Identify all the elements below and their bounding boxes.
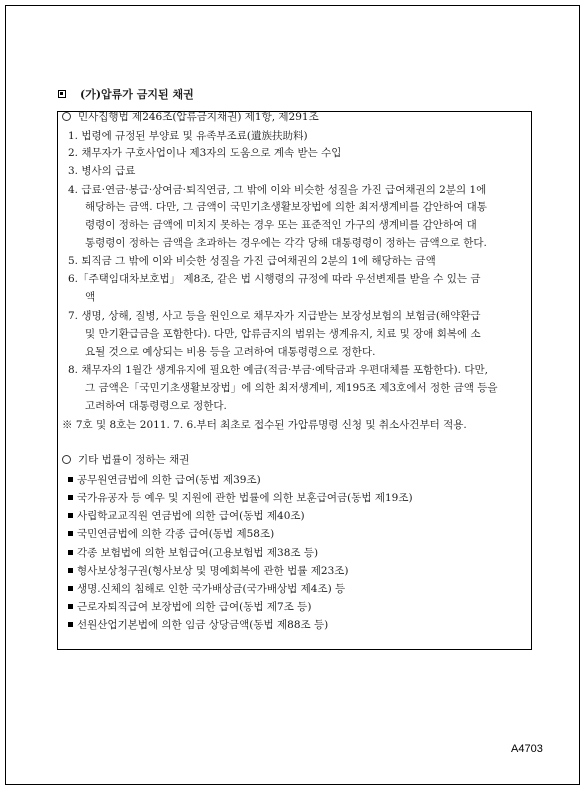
block1-item: 2. 채무자가 구호사업이나 제3자의 도움으로 계속 받는 수입 [68,147,342,159]
block1-item: 6.「주택임대차보호법」 제8조, 같은 법 시행령의 규정에 따라 우선변제를 받을 수 있는 금 [68,273,481,285]
block1-item: 7. 생명, 상해, 질병, 사고 등을 원인으로 채무자가 지급받는 보장성보험의 보험금(해약환급 [68,310,481,322]
block1-item: 8. 채무자의 1월간 생계유지에 필요한 예금(적금·부금·예탁금과 우편대체를 포함한다). 다만, [68,364,488,376]
section-heading-text: (가)압류가 금지된 채권 [80,88,194,101]
block1-item: 5. 퇴직금 그 밖에 이와 비슷한 성질을 가진 급여채권의 2분의 1에 해당하는 금액 [68,255,436,267]
page-code: A4703 [511,743,543,755]
block1-item-continuation: 령령이 정하는 금액에 미치지 못하는 경우 또는 표준적인 가구의 생계비를 감안하여 대 [85,219,477,231]
block2-item-text: 각종 보험법에 의한 보험급여(고용보험법 제38조 등) [77,547,319,559]
square-bullet-icon [68,604,73,609]
block1-item: 1. 법령에 규정된 부양료 및 유족부조료(遺族扶助料) [68,130,308,142]
block2-item [68,473,261,487]
block1-title-text: 민사집행법 제246조(압류금지채권) 제1항, 제291조 [78,111,319,123]
block2-item [68,509,305,523]
square-bullet-icon [68,622,73,627]
square-bullet-icon [58,90,66,98]
block2-title-text: 기타 법률이 정하는 채권 [78,454,190,466]
block2-item-text: 국가유공자 등 예우 및 지원에 관한 법률에 의한 보훈급여금(동법 제19조) [77,492,413,504]
square-bullet-icon [68,568,73,573]
block1-item-continuation: 고려하여 대통령령으로 정한다. [85,400,227,412]
block1-item-continuation: 그 금액은「국민기초생활보장법」에 의한 최저생계비, 제195조 제3호에서 정한 금액 등을 [85,382,498,394]
block1-item: 4. 급료·연금·봉급·상여금·퇴직연금, 그 밖에 이와 비슷한 성질을 가진 급여채권의 2분의 1에 [68,184,487,196]
square-bullet-icon [68,586,73,591]
block2-item [68,527,274,541]
square-bullet-icon [68,550,73,555]
block2-item-text: 근로자퇴직급여 보장법에 의한 급여(동법 제7조 등) [77,601,312,613]
square-bullet-icon [68,495,73,500]
square-bullet-icon [68,477,73,482]
block2-item [68,546,318,560]
square-bullet-icon [68,513,73,518]
block2-item-text: 선원산업기본법에 의한 임금 상당금액(동법 제88조 등) [77,619,329,631]
circle-bullet-icon [62,112,71,121]
block2-item [68,491,413,505]
block2-title [62,453,189,467]
block2-item-text: 형사보상청구권(형사보상 및 명예회복에 관한 법률 제23조) [77,565,349,577]
block2-item [68,618,328,632]
square-bullet-icon [68,531,73,536]
section-heading [58,86,194,102]
block2-item-text: 국민연금법에 의한 각종 급여(동법 제58조) [77,528,275,540]
block2-item-text: 사립학교교직원 연금법에 의한 급여(동법 제40조) [77,510,305,522]
block1-note: ※ 7호 및 8호는 2011. 7. 6.부터 최초로 접수된 가압류명령 신청 및 취소사건부터 적용. [62,419,467,431]
block2-item [68,582,345,596]
block1-title [62,110,319,124]
block2-item-text: 생명.신체의 침해로 인한 국가배상금(국가배상법 제4조) 등 [77,583,346,595]
block1-item: 3. 병사의 급료 [68,165,136,177]
block1-item-continuation: 통령령이 정하는 금액을 초과하는 경우에는 각각 당해 대통령령이 정하는 금액으로 한다. [85,237,487,249]
block2-item-text: 공무원연금법에 의한 급여(동법 제39조) [77,474,261,486]
block2-item [68,600,311,614]
circle-bullet-icon [62,455,71,464]
block1-item-continuation: 요될 것으로 예상되는 비용 등을 고려하여 대통령령으로 정한다. [85,346,376,358]
block1-item-continuation: 액 [85,291,96,303]
block1-item-continuation: 및 만기환급금을 포함한다). 다만, 압류금지의 범위는 생계유지, 치료 및 장애 회복에 소 [85,328,481,340]
block1-item-continuation: 해당하는 금액. 다만, 그 금액이 국민기초생활보장법에 의한 최저생계비를 감안하여 대통 [85,201,487,213]
block2-item [68,564,349,578]
